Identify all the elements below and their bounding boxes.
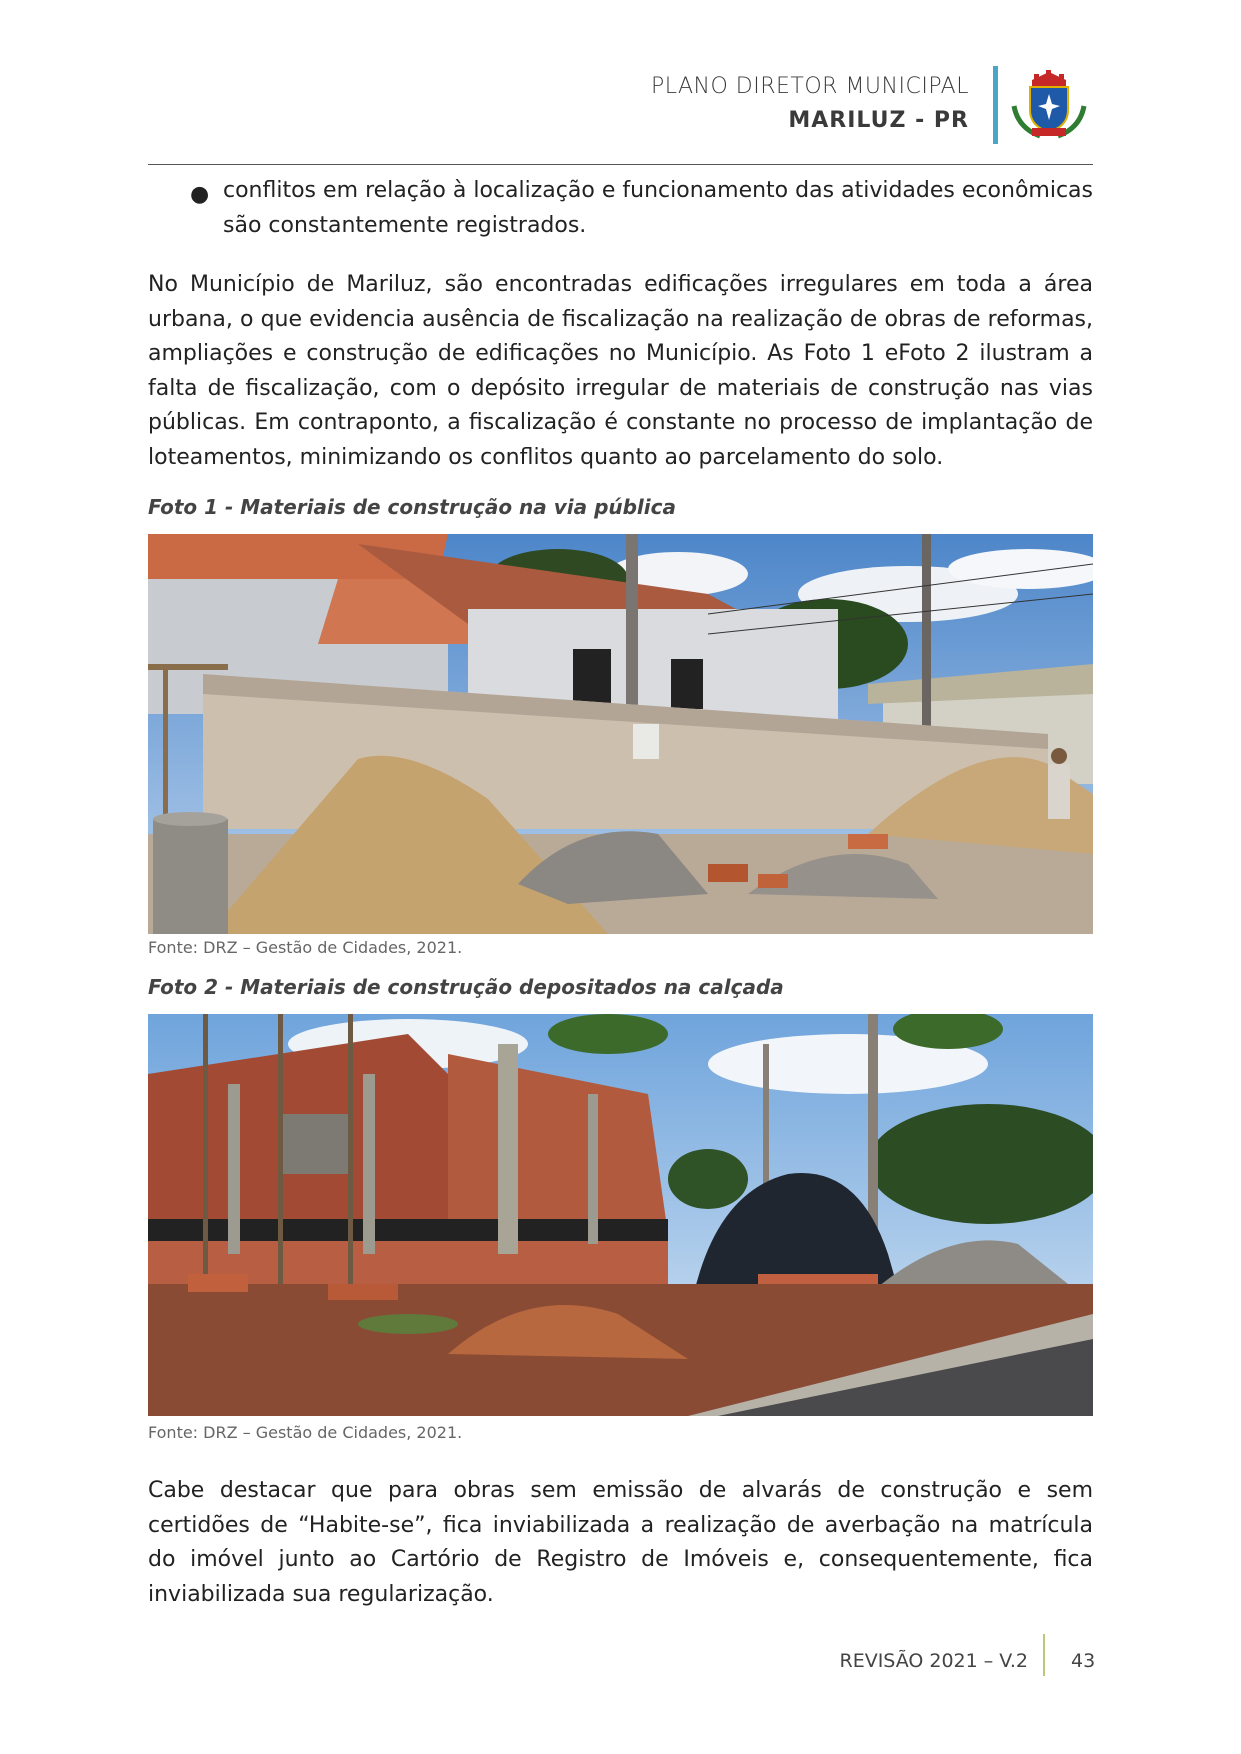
figure-2-caption: Foto 2 - Materiais de construção depositados na calçada — [148, 975, 784, 999]
document-subtitle: MARILUZ - PR — [788, 108, 969, 133]
bullet-marker: ● — [190, 182, 210, 207]
municipal-crest-logo — [1010, 66, 1088, 144]
figure-1-caption: Foto 1 - Materiais de construção na via pública — [148, 495, 676, 519]
footer-divider — [1043, 1634, 1045, 1676]
footer-revision: REVISÃO 2021 – V.2 — [839, 1650, 1028, 1672]
header-accent-bar — [993, 66, 998, 144]
body-paragraph-1: No Município de Mariluz, são encontradas edificações irregulares em toda a área urbana, o que evidencia ausência de fiscalização na realização de obras de reformas, ampliações e construção de edificações no Município. As Foto 1 eFoto 2 ilustram a falta de fiscalização, com o depósito irregular de materiais de construção nas vias públicas. Em contraponto, a fiscalização é constante no processo de implantação de loteamentos, minimizando os conflitos quanto ao parcelamento do solo. — [148, 272, 1093, 470]
bullet-item-text: conflitos em relação à localização e funcionamento das atividades econômicas são constantemente registrados. — [223, 178, 1093, 238]
header-divider — [148, 164, 1093, 165]
page-number: 43 — [1071, 1650, 1096, 1672]
figure-1-source: Fonte: DRZ – Gestão de Cidades, 2021. — [148, 938, 463, 957]
figure-2-photo — [148, 1014, 1093, 1416]
figure-1-photo — [148, 534, 1093, 934]
document-title: PLANO DIRETOR MUNICIPAL — [650, 74, 969, 99]
body-paragraph-2: Cabe destacar que para obras sem emissão de alvarás de construção e sem certidões de “Habite-se”, fica inviabilizada a realização de averbação na matrícula do imóvel junto ao Cartório de Registro de Imóveis e, consequentemente, fica inviabilizada sua regularização. — [148, 1478, 1093, 1607]
figure-2-source: Fonte: DRZ – Gestão de Cidades, 2021. — [148, 1423, 463, 1442]
